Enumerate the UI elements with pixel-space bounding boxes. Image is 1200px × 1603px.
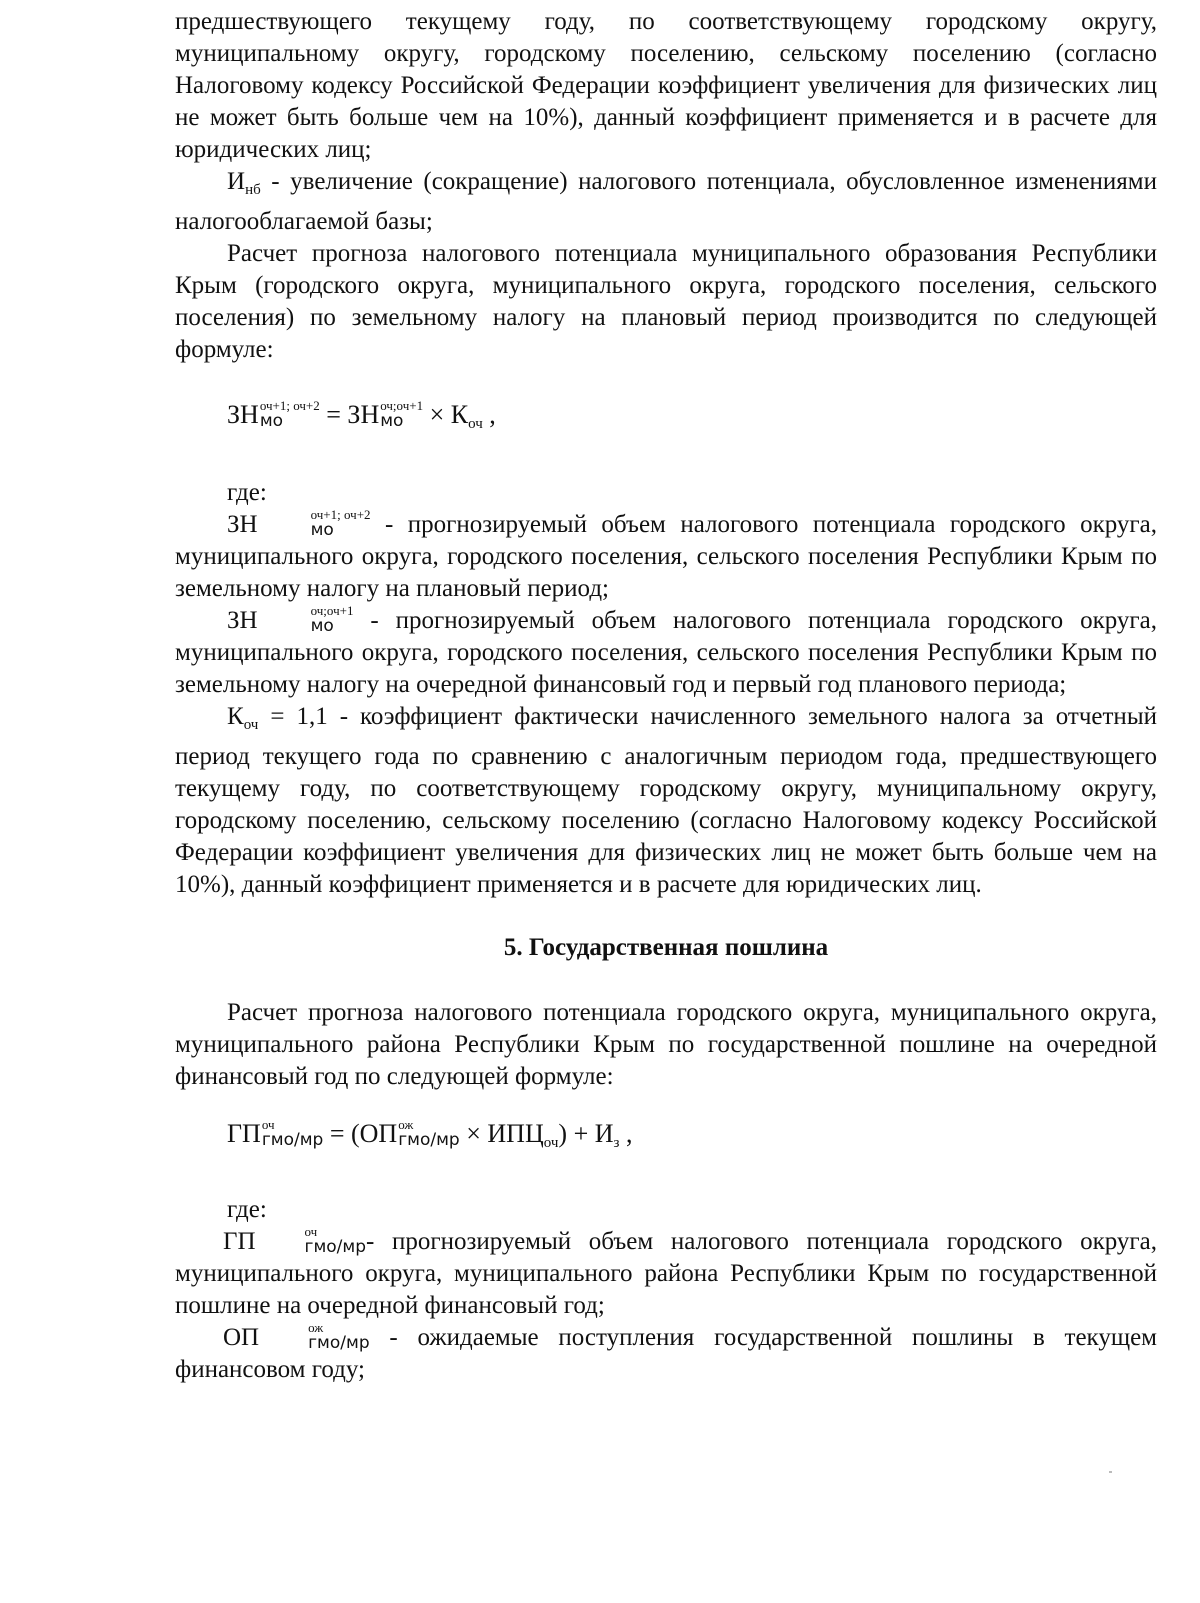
formula2-times: × [459, 1119, 488, 1148]
formula2-i-symbol: И [594, 1119, 614, 1148]
def4-text: - прогнозируемый объем налогового потенциала городского округа, муниципального округа, муниципального района Республики Крым по государственной пошлине на очередной финансовый год; [175, 1228, 1157, 1319]
formula2-plus: ) + [558, 1119, 595, 1148]
formula2-equals: = ( [323, 1119, 360, 1148]
formula1-times: × [423, 400, 451, 429]
inb-definition-text: - увеличение (сокращение) налогового потенциала, обусловленное изменениями налогооблагаемой базы; [175, 168, 1157, 235]
def5-sub: гмо/мр [308, 1333, 370, 1354]
paragraph-inb-definition [175, 166, 1157, 238]
def2-symbol: ЗН [227, 607, 258, 634]
def2-sup: оч;оч+1 [310, 603, 354, 619]
def1-symbol: ЗН [227, 511, 258, 538]
def1-sub: мо [310, 520, 334, 541]
formula2-op-sub: гмо/мр [398, 1130, 460, 1151]
def2-text: - прогнозируемый объем налогового потенциала городского округа, муниципального округа, городского поселения, сельского поселения Республики Крым по земельному налогу на очередной финансовый год и первый год планового периода; [175, 607, 1157, 698]
def4-sub: гмо/мр [304, 1237, 367, 1258]
def3-text: = 1,1 - коэффициент фактически начисленного земельного налога за отчетный период текущего года по сравнению с аналогичным периодом года, предшествующего текущему году, по соответствующему городскому округу, муниципальному округу, городскому поселению, сельскому поселению (согласно Налоговому кодексу Российской Федерации коэффициент увеличения для физических лиц не может быть больше чем на 10%), данный коэффициент применяется и в расчете для юридических лиц. [175, 703, 1157, 898]
formula2-op-symbol: ОП [359, 1119, 398, 1148]
formula1-lhs-symbol: ЗН [227, 400, 259, 429]
paragraph-def-land-next [175, 605, 1157, 701]
formula2-ipc-sub: оч [543, 1135, 559, 1151]
def1-sup: оч+1; оч+2 [310, 507, 371, 523]
def1-text: - прогнозируемый объем налогового потенциала городского округа, муниципального округа, городского поселения, сельского поселения Республики Крым по земельному налогу на плановый период; [175, 511, 1157, 602]
paragraph-coefficient-continuation: предшествующего текущему году, по соответствующему городскому округу, муниципальному округу, городскому поселению, сельскому поселению (согласно Налоговому кодексу Российской Федерации коэффициент увеличения для физических лиц не может быть больше чем на 10%), данный коэффициент применяется и в расчете для юридических лиц; [175, 8, 1157, 163]
formula1-lhs-sup: оч+1; оч+2 [259, 398, 320, 414]
formula1-k-symbol: К [450, 400, 469, 429]
section-heading-state-duty: 5. Государственная пошлина [503, 934, 829, 961]
def3-sub: оч [243, 717, 259, 733]
formula1-rhs-symbol: ЗН [347, 400, 380, 429]
formula-state-duty [175, 1117, 1157, 1160]
where-label-2: где: [227, 1196, 267, 1223]
symbol-i-subscript: нб [245, 182, 261, 198]
def5-symbol: ОП [223, 1324, 260, 1351]
paragraph-def-gp [175, 1226, 1157, 1322]
formula2-i-sub: з [613, 1135, 620, 1151]
formula2-lhs-sub: гмо/мр [261, 1130, 324, 1151]
paragraph-def-land-plan [175, 509, 1157, 605]
formula2-lhs-sup: оч [261, 1117, 275, 1133]
formula2-op-sup: ож [398, 1117, 414, 1133]
paragraph-def-op [175, 1322, 1157, 1386]
formula1-end: , [482, 400, 496, 429]
formula-land-tax [175, 398, 1157, 441]
def5-sup: ож [308, 1320, 324, 1336]
formula2-ipc-symbol: ИПЦ [487, 1119, 544, 1148]
paragraph-def-koch [175, 701, 1157, 901]
document-page [175, 6, 1157, 1386]
formula2-lhs-symbol: ГП [227, 1119, 261, 1148]
def2-sub: мо [310, 616, 334, 637]
formula1-rhs-sub: мо [380, 411, 404, 432]
def3-symbol: К [227, 703, 244, 730]
formula1-k-sub: оч [468, 416, 483, 432]
def5-text: - ожидаемые поступления государственной пошлины в текущем финансовом году; [175, 1324, 1157, 1383]
scan-speck [1109, 1471, 1112, 1473]
where-label-1: где: [227, 479, 267, 506]
paragraph-state-duty-intro: Расчет прогноза налогового потенциала городского округа, муниципального округа, муниципального района Республики Крым по государственной пошлине на очередной финансовый год по следующей формуле: [175, 999, 1157, 1090]
formula1-lhs-sub: мо [259, 411, 284, 432]
symbol-i: И [227, 168, 246, 195]
paragraph-land-tax-intro: Расчет прогноза налогового потенциала муниципального образования Республики Крым (городского округа, муниципального округа, городского поселения, сельского поселения) по земельному налогу на плановый период производится по следующей формуле: [175, 240, 1157, 363]
formula2-end: , [619, 1119, 633, 1148]
formula1-equals: = [319, 400, 348, 429]
def4-sup: оч [304, 1224, 318, 1240]
def4-symbol: ГП [223, 1228, 256, 1255]
formula1-rhs-sup: оч;оч+1 [380, 398, 424, 414]
